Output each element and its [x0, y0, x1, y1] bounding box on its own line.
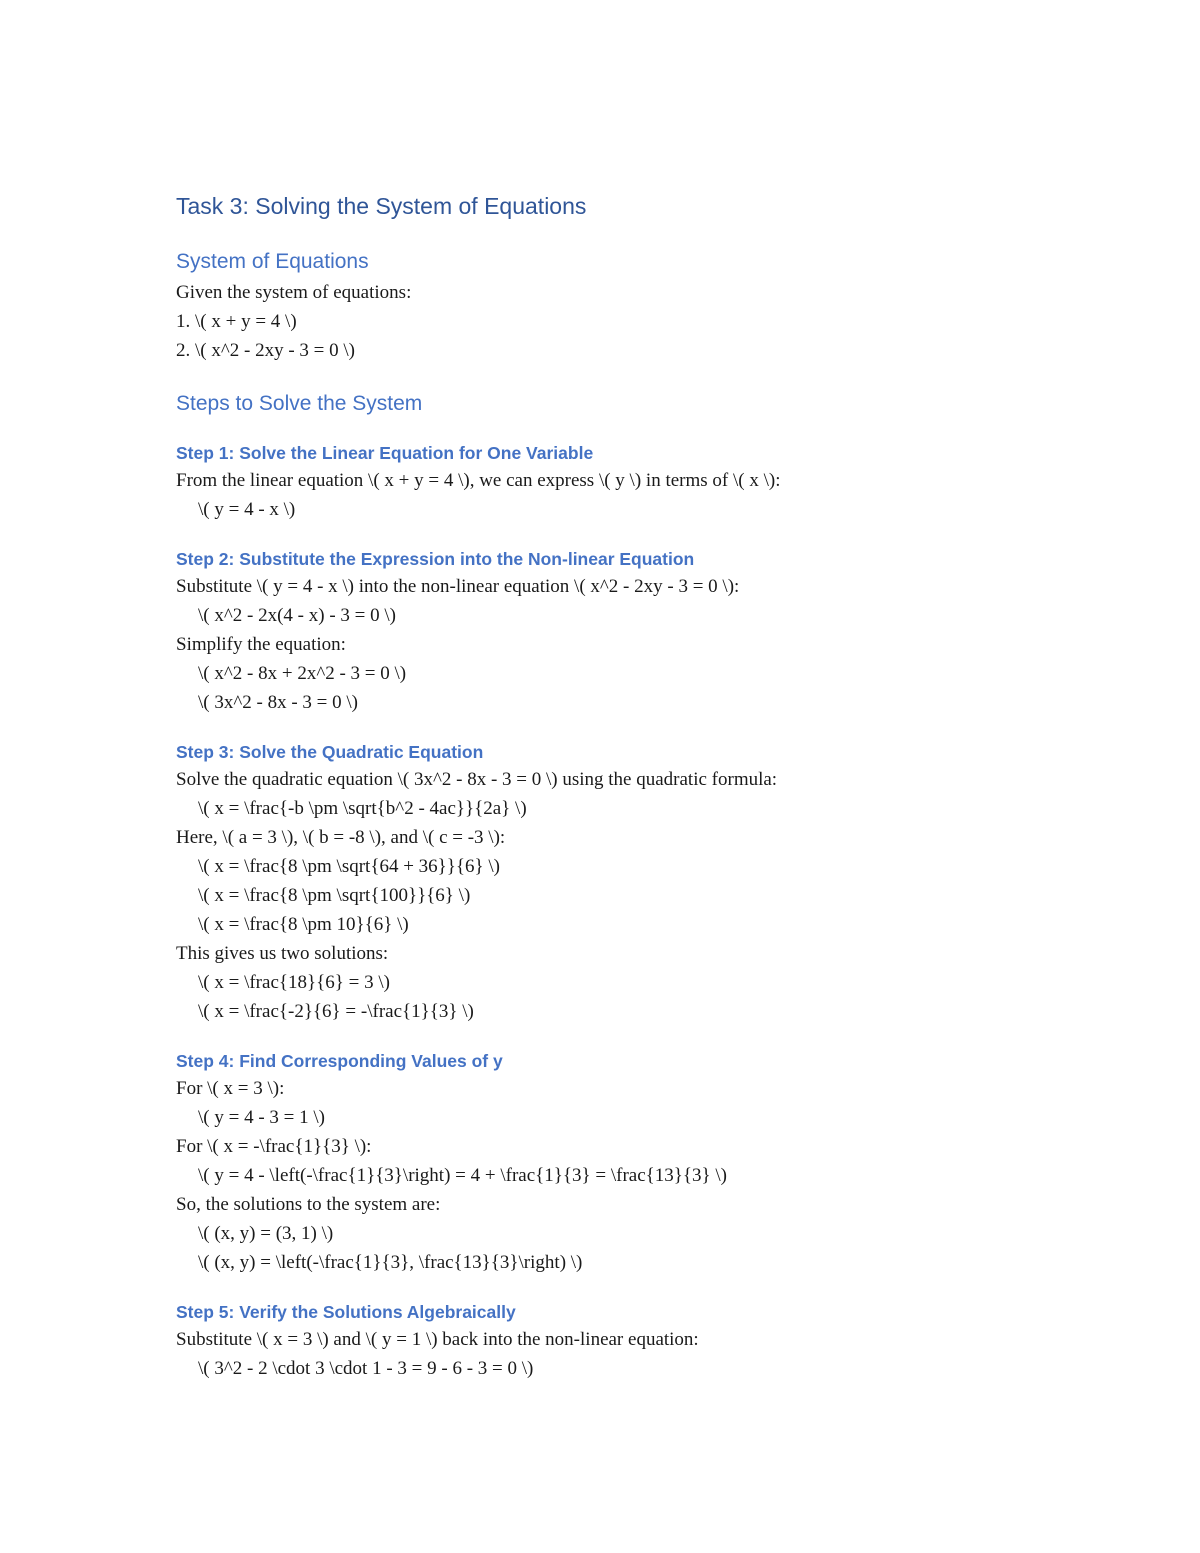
step4-for-1: For \( x = 3 \): — [176, 1078, 285, 1099]
step4-equation-2: \( y = 4 - \left(-\frac{1}{3}\right) = 4 + \frac{1}{3} = \frac{13}{3} \) — [198, 1165, 727, 1186]
step3-here-text: Here, \( a = 3 \), \( b = -8 \), and \( c = -3 \): — [176, 827, 506, 848]
step4-solution-1: \( (x, y) = (3, 1) \) — [198, 1223, 334, 1244]
step4-for-2: For \( x = -\frac{1}{3} \): — [176, 1136, 372, 1157]
step3-text: Solve the quadratic equation \( 3x^2 - 8x - 3 = 0 \) using the quadratic formula: — [176, 769, 778, 790]
step1-heading: Step 1: Solve the Linear Equation for One Variable — [176, 443, 594, 463]
system-intro: Given the system of equations: — [176, 282, 412, 303]
step3-equation-4: \( x = \frac{8 \pm 10}{6} \) — [198, 914, 409, 935]
step2-text: Substitute \( y = 4 - x \) into the non-linear equation \( x^2 - 2xy - 3 = 0 \): — [176, 576, 740, 597]
step3-gives-text: This gives us two solutions: — [176, 943, 389, 964]
step4-equation-1: \( y = 4 - 3 = 1 \) — [198, 1107, 325, 1128]
section-heading-system: System of Equations — [176, 250, 369, 273]
step4-solution-2: \( (x, y) = \left(-\frac{1}{3}, \frac{13}{3}\right) \) — [198, 1252, 583, 1273]
step3-equation-2: \( x = \frac{8 \pm \sqrt{64 + 36}}{6} \) — [198, 856, 500, 877]
step4-heading: Step 4: Find Corresponding Values of y — [176, 1051, 503, 1071]
system-equation-1: 1. \( x + y = 4 \) — [176, 311, 297, 332]
step3-equation-3: \( x = \frac{8 \pm \sqrt{100}}{6} \) — [198, 885, 471, 906]
step4-so-text: So, the solutions to the system are: — [176, 1194, 441, 1215]
step3-heading: Step 3: Solve the Quadratic Equation — [176, 742, 484, 762]
section-heading-steps: Steps to Solve the System — [176, 392, 423, 415]
step1-equation: \( y = 4 - x \) — [198, 499, 296, 520]
page-title: Task 3: Solving the System of Equations — [176, 193, 587, 219]
document-page — [176, 188, 1136, 1383]
system-equation-2: 2. \( x^2 - 2xy - 3 = 0 \) — [176, 340, 355, 361]
step2-heading: Step 2: Substitute the Expression into the Non-linear Equation — [176, 549, 695, 569]
step2-equation-3: \( 3x^2 - 8x - 3 = 0 \) — [198, 692, 358, 713]
step5-text: Substitute \( x = 3 \) and \( y = 1 \) back into the non-linear equation: — [176, 1329, 699, 1350]
step2-equation-1: \( x^2 - 2x(4 - x) - 3 = 0 \) — [198, 605, 396, 626]
step2-simplify-text: Simplify the equation: — [176, 634, 346, 655]
step5-heading: Step 5: Verify the Solutions Algebraically — [176, 1302, 516, 1322]
step1-text: From the linear equation \( x + y = 4 \), we can express \( y \) in terms of \( x \): — [176, 470, 781, 491]
step3-equation-6: \( x = \frac{-2}{6} = -\frac{1}{3} \) — [198, 1001, 474, 1022]
step2-equation-2: \( x^2 - 8x + 2x^2 - 3 = 0 \) — [198, 663, 407, 684]
step3-equation-1: \( x = \frac{-b \pm \sqrt{b^2 - 4ac}}{2a} \) — [198, 798, 527, 819]
step3-equation-5: \( x = \frac{18}{6} = 3 \) — [198, 972, 390, 993]
step5-equation-1: \( 3^2 - 2 \cdot 3 \cdot 1 - 3 = 9 - 6 - 3 = 0 \) — [198, 1358, 534, 1379]
